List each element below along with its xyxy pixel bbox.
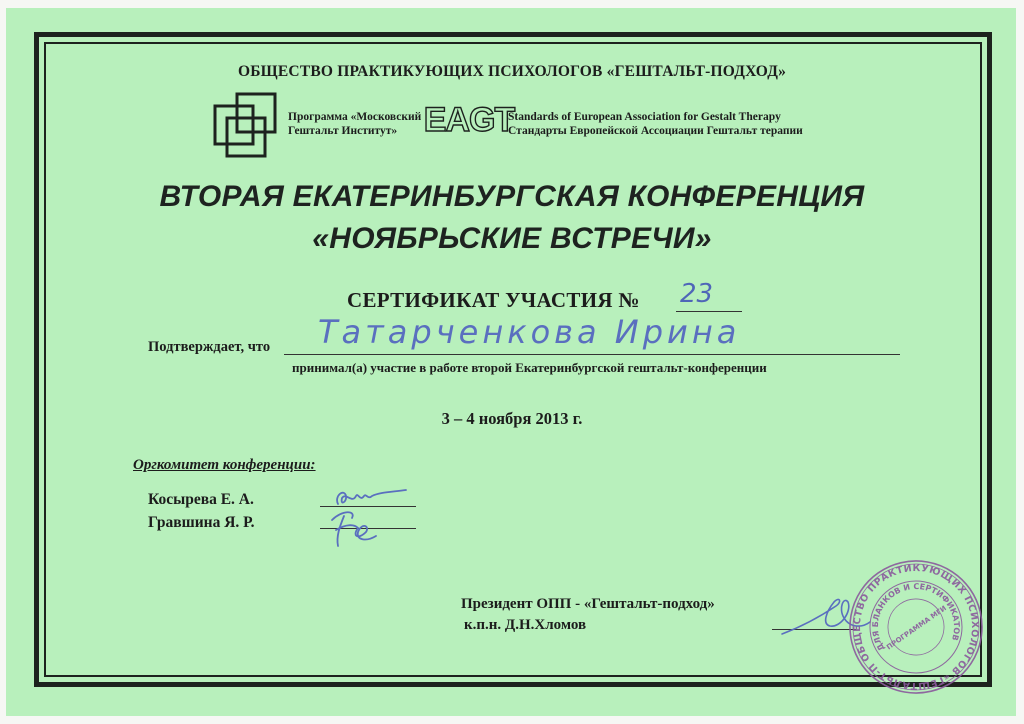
certificate-number-line (676, 311, 742, 312)
standards-line-1: Standards of European Association for Gestalt Therapy (508, 111, 781, 123)
participant-name: Татарченкова Ирина (318, 313, 741, 351)
orgcommittee-member: Косырева Е. А. (148, 491, 254, 508)
stamp-center-text: ПРОГРАММА МГИ (885, 604, 948, 652)
stamp-inner-text: ДЛЯ БЛАНКОВ И СЕРТИФИКАТОВ (870, 581, 962, 653)
participation-statement: принимал(а) участие в работе второй Екатеринбургской гештальт-конференции (292, 360, 767, 375)
eagt-logo (423, 100, 515, 139)
certificate-number: 23 (680, 279, 714, 309)
eagt-logo-text: EAGT (423, 101, 515, 139)
conference-title-line-2: «НОЯБРЬСКИЕ ВСТРЕЧИ» (312, 222, 712, 255)
confirms-label: Подтверждает, что (148, 339, 271, 355)
conference-title-line-1: ВТОРАЯ ЕКАТЕРИНБУРГСКАЯ КОНФЕРЕНЦИЯ (159, 180, 865, 213)
standards-line-2: Стандарты Европейской Ассоциации Гештальт терапии (508, 125, 803, 137)
orgcommittee-label: Оргкомитет конференции: (133, 457, 316, 473)
certificate-label: СЕРТИФИКАТ УЧАСТИЯ № (347, 288, 640, 312)
orgcommittee-member: Гравшина Я. Р. (148, 514, 255, 531)
stamp-outer-text: ОБЩЕСТВО ПРАКТИКУЮЩИХ ПСИХОЛОГОВ «ГЕШТАЛЬТ-ПОДХОД» (851, 562, 981, 692)
program-caption (288, 110, 421, 138)
president-title: Президент ОПП - «Гештальт-подход» (461, 596, 715, 612)
program-line-1: Программа «Московский (288, 111, 422, 123)
conference-dates: 3 – 4 ноября 2013 г. (441, 409, 583, 428)
president-name: к.п.н. Д.Н.Хломов (464, 617, 587, 633)
program-line-2: Гештальт Институт» (288, 125, 398, 137)
standards-caption (508, 110, 803, 138)
signature-gravshina (322, 506, 382, 550)
organization-stamp (846, 557, 986, 697)
gestalt-institute-logo (213, 92, 279, 158)
society-title: ОБЩЕСТВО ПРАКТИКУЮЩИХ ПСИХОЛОГОВ «ГЕШТАЛЬТ-ПОДХОД» (237, 63, 787, 80)
name-line (284, 354, 900, 355)
